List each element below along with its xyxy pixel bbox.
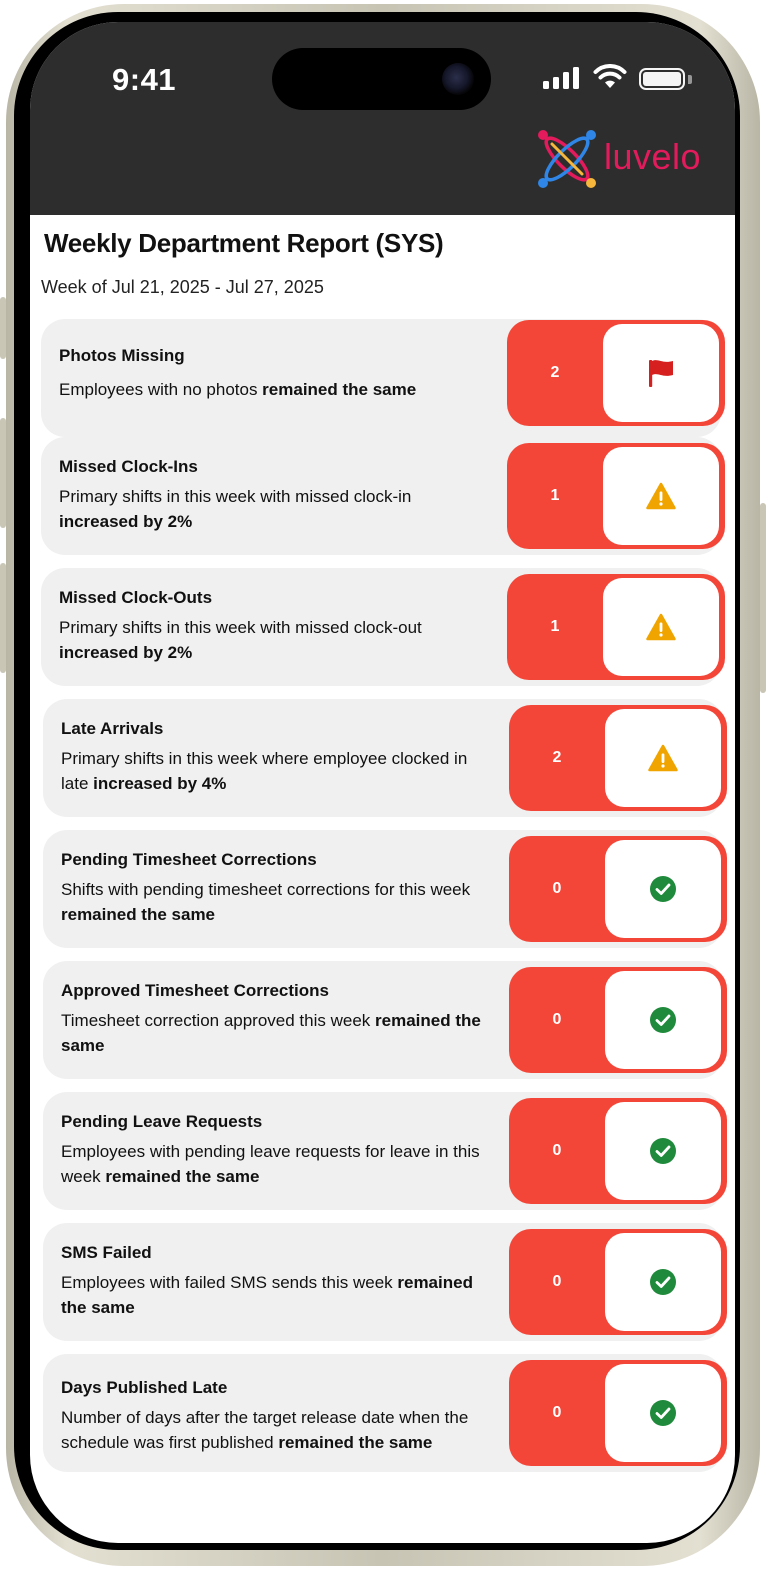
count-value: 2	[552, 749, 562, 766]
card-trend-text: remained the same	[61, 1011, 481, 1055]
card-description-text: Timesheet correction approved this week	[61, 1011, 376, 1030]
count-value: 1	[550, 618, 560, 635]
count-badge[interactable]	[509, 705, 727, 811]
card-description	[61, 877, 487, 927]
warning-icon	[648, 744, 678, 772]
card-title: SMS Failed	[61, 1243, 152, 1262]
count-badge[interactable]	[509, 1360, 727, 1466]
card-description-text: Employees with failed SMS sends this week	[61, 1273, 398, 1292]
cellular-signal-icon	[543, 67, 579, 89]
card-description	[61, 1270, 487, 1320]
check-circle-icon	[649, 1006, 677, 1034]
card-trend-text: increased by 2%	[59, 512, 193, 531]
status-indicator	[605, 709, 721, 807]
check-circle-icon	[649, 875, 677, 903]
card-title: Late Arrivals	[61, 719, 164, 738]
card-trend-text: remained the same	[61, 905, 216, 924]
wifi-icon	[593, 64, 627, 90]
card-trend-text: remained the same	[105, 1167, 260, 1186]
count-value: 0	[552, 1273, 562, 1290]
date-range: Week of Jul 21, 2025 - Jul 27, 2025	[41, 277, 324, 297]
count-badge[interactable]	[509, 1229, 727, 1335]
page-title: Weekly Department Report (SYS)	[44, 228, 444, 258]
count-value: 0	[552, 1142, 562, 1159]
card-title: Pending Timesheet Corrections	[61, 850, 317, 869]
card-trend-text: increased by 4%	[93, 774, 227, 793]
mute-switch	[0, 297, 6, 359]
status-time: 9:41	[112, 62, 177, 97]
battery-icon	[639, 68, 685, 90]
status-indicator	[605, 1102, 721, 1200]
status-indicator	[605, 1233, 721, 1331]
card-trend-text: remained the same	[61, 1273, 473, 1317]
check-circle-icon	[649, 1137, 677, 1165]
card-description	[61, 746, 487, 796]
check-circle-icon	[649, 1399, 677, 1427]
count-badge[interactable]	[507, 574, 725, 680]
card-trend-text: increased by 2%	[59, 643, 193, 662]
card-description-text: Primary shifts in this week with missed clock-out	[59, 618, 422, 637]
logo-wordmark: luvelo	[604, 136, 702, 177]
card-title: Approved Timesheet Corrections	[61, 981, 329, 1000]
status-indicator	[605, 840, 721, 938]
card-description-text: Shifts with pending timesheet corrections for this week	[61, 880, 471, 899]
count-value: 0	[552, 880, 562, 897]
status-indicator	[605, 1364, 721, 1462]
luvelo-logo-mark	[534, 126, 600, 192]
card-title: Missed Clock-Outs	[59, 588, 213, 607]
card-description	[61, 1008, 487, 1058]
volume-up-button[interactable]	[0, 418, 6, 528]
card-description	[59, 377, 485, 402]
warning-icon	[646, 482, 676, 510]
card-title: Photos Missing	[59, 346, 185, 365]
flag-icon	[646, 357, 676, 389]
count-badge[interactable]	[509, 1098, 727, 1204]
battery-tip	[688, 75, 692, 84]
count-value: 0	[552, 1011, 562, 1028]
card-trend-text: remained the same	[278, 1433, 433, 1452]
card-description	[59, 484, 485, 534]
card-trend-text: remained the same	[262, 380, 417, 399]
power-button[interactable]	[760, 503, 766, 693]
card-description-text: Primary shifts in this week where employee clocked in late	[61, 749, 468, 793]
card-description	[61, 1139, 487, 1189]
card-description-text: Employees with pending leave requests for leave in this week	[61, 1142, 480, 1186]
status-indicator	[603, 578, 719, 676]
card-title: Missed Clock-Ins	[59, 457, 198, 476]
warning-icon	[646, 613, 676, 641]
card-description-text: Employees with no photos	[59, 380, 263, 399]
card-description-text: Primary shifts in this week with missed clock-in	[59, 487, 412, 506]
count-badge[interactable]	[507, 320, 725, 426]
count-badge[interactable]	[507, 443, 725, 549]
volume-down-button[interactable]	[0, 563, 6, 673]
status-indicator	[605, 971, 721, 1069]
card-title: Days Published Late	[61, 1378, 228, 1397]
screen	[30, 22, 735, 1543]
card-title: Pending Leave Requests	[61, 1112, 263, 1131]
card-description-text: Number of days after the target release date when the schedule was first published	[61, 1408, 469, 1452]
status-indicator	[603, 447, 719, 545]
count-value: 2	[550, 364, 560, 381]
luvelo-logo	[534, 126, 716, 192]
count-badge[interactable]	[509, 967, 727, 1073]
count-badge[interactable]	[509, 836, 727, 942]
check-circle-icon	[649, 1268, 677, 1296]
card-description	[61, 1405, 487, 1455]
card-description	[59, 615, 485, 665]
front-camera	[442, 63, 474, 95]
count-value: 0	[552, 1404, 562, 1421]
count-value: 1	[550, 487, 560, 504]
app-header	[30, 22, 735, 215]
status-indicator	[603, 324, 719, 422]
